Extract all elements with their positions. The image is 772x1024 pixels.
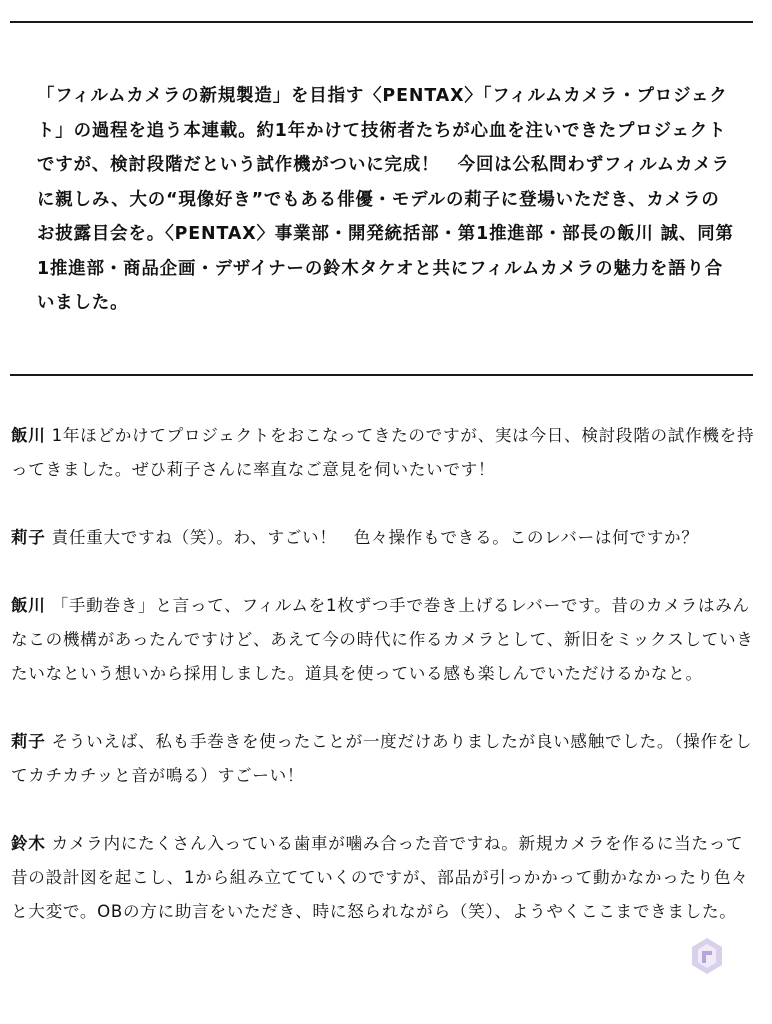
top-divider xyxy=(10,21,753,23)
speaker-name: 莉子 xyxy=(11,732,46,751)
section-divider xyxy=(10,374,753,376)
speaker-name: 莉子 xyxy=(11,528,46,547)
intro-paragraph: 「フィルムカメラの新規製造」を目指す〈PENTAX〉「フィルムカメラ・プロジェクト」の過程を追う本連載。約1年かけて技術者たちが心血を注いできたプロジェクトですが、検討段階だという試作機がついに完成！ 今回は公私問わずフィルムカメラに親しみ、大の“現像好き”でもある俳優・モデルの莉子に登場いただき、カメラのお披露目会を。〈PENTAX〉事業部・開発統括部・第1推進部・部長の飯川 誠、同第1推進部・商品企画・デザイナーの鈴木タケオと共にフィルムカメラの魅力を語り合いました。 xyxy=(37,86,734,313)
speaker-name: 飯川 xyxy=(11,426,46,445)
dialogue-turn xyxy=(11,827,756,929)
speech-text: 「手動巻き」と言って、フィルムを1枚ずつ手で巻き上げるレバーです。昔のカメラはみんなこの機構があったんですけど、あえて今の時代に作るカメラとして、新旧をミックスしていきたいなという想いから採用しました。道具を使っている感も楽しんでいただけるかなと。 xyxy=(11,596,754,683)
dialogue-turn xyxy=(11,521,756,555)
watermark-logo-icon xyxy=(690,936,724,976)
speech-text: 1年ほどかけてプロジェクトをおこなってきたのですが、実は今日、検討段階の試作機を持ってきました。ぜひ莉子さんに率直なご意見を伺いたいです！ xyxy=(11,426,755,479)
dialogue-turn xyxy=(11,589,756,691)
speech-text: カメラ内にたくさん入っている歯車が噛み合った音ですね。新規カメラを作るに当たって昔の設計図を起こし、1から組み立てていくのですが、部品が引っかかって動かなかったり色々と大変で。OBの方に助言をいただき、時に怒られながら（笑）、ようやくここまできました。 xyxy=(11,834,749,921)
dialogue-turn xyxy=(11,725,756,793)
speech-text: そういえば、私も手巻きを使ったことが一度だけありましたが良い感触でした。（操作をしてカチカチッと音が鳴る）すごーい！ xyxy=(11,732,753,785)
speaker-name: 飯川 xyxy=(11,596,46,615)
dialogue-section xyxy=(11,419,756,963)
dialogue-turn xyxy=(11,419,756,487)
speaker-name: 鈴木 xyxy=(11,834,46,853)
speech-text: 責任重大ですね（笑）。わ、すごい！ 色々操作もできる。このレバーは何ですか？ xyxy=(51,528,699,547)
